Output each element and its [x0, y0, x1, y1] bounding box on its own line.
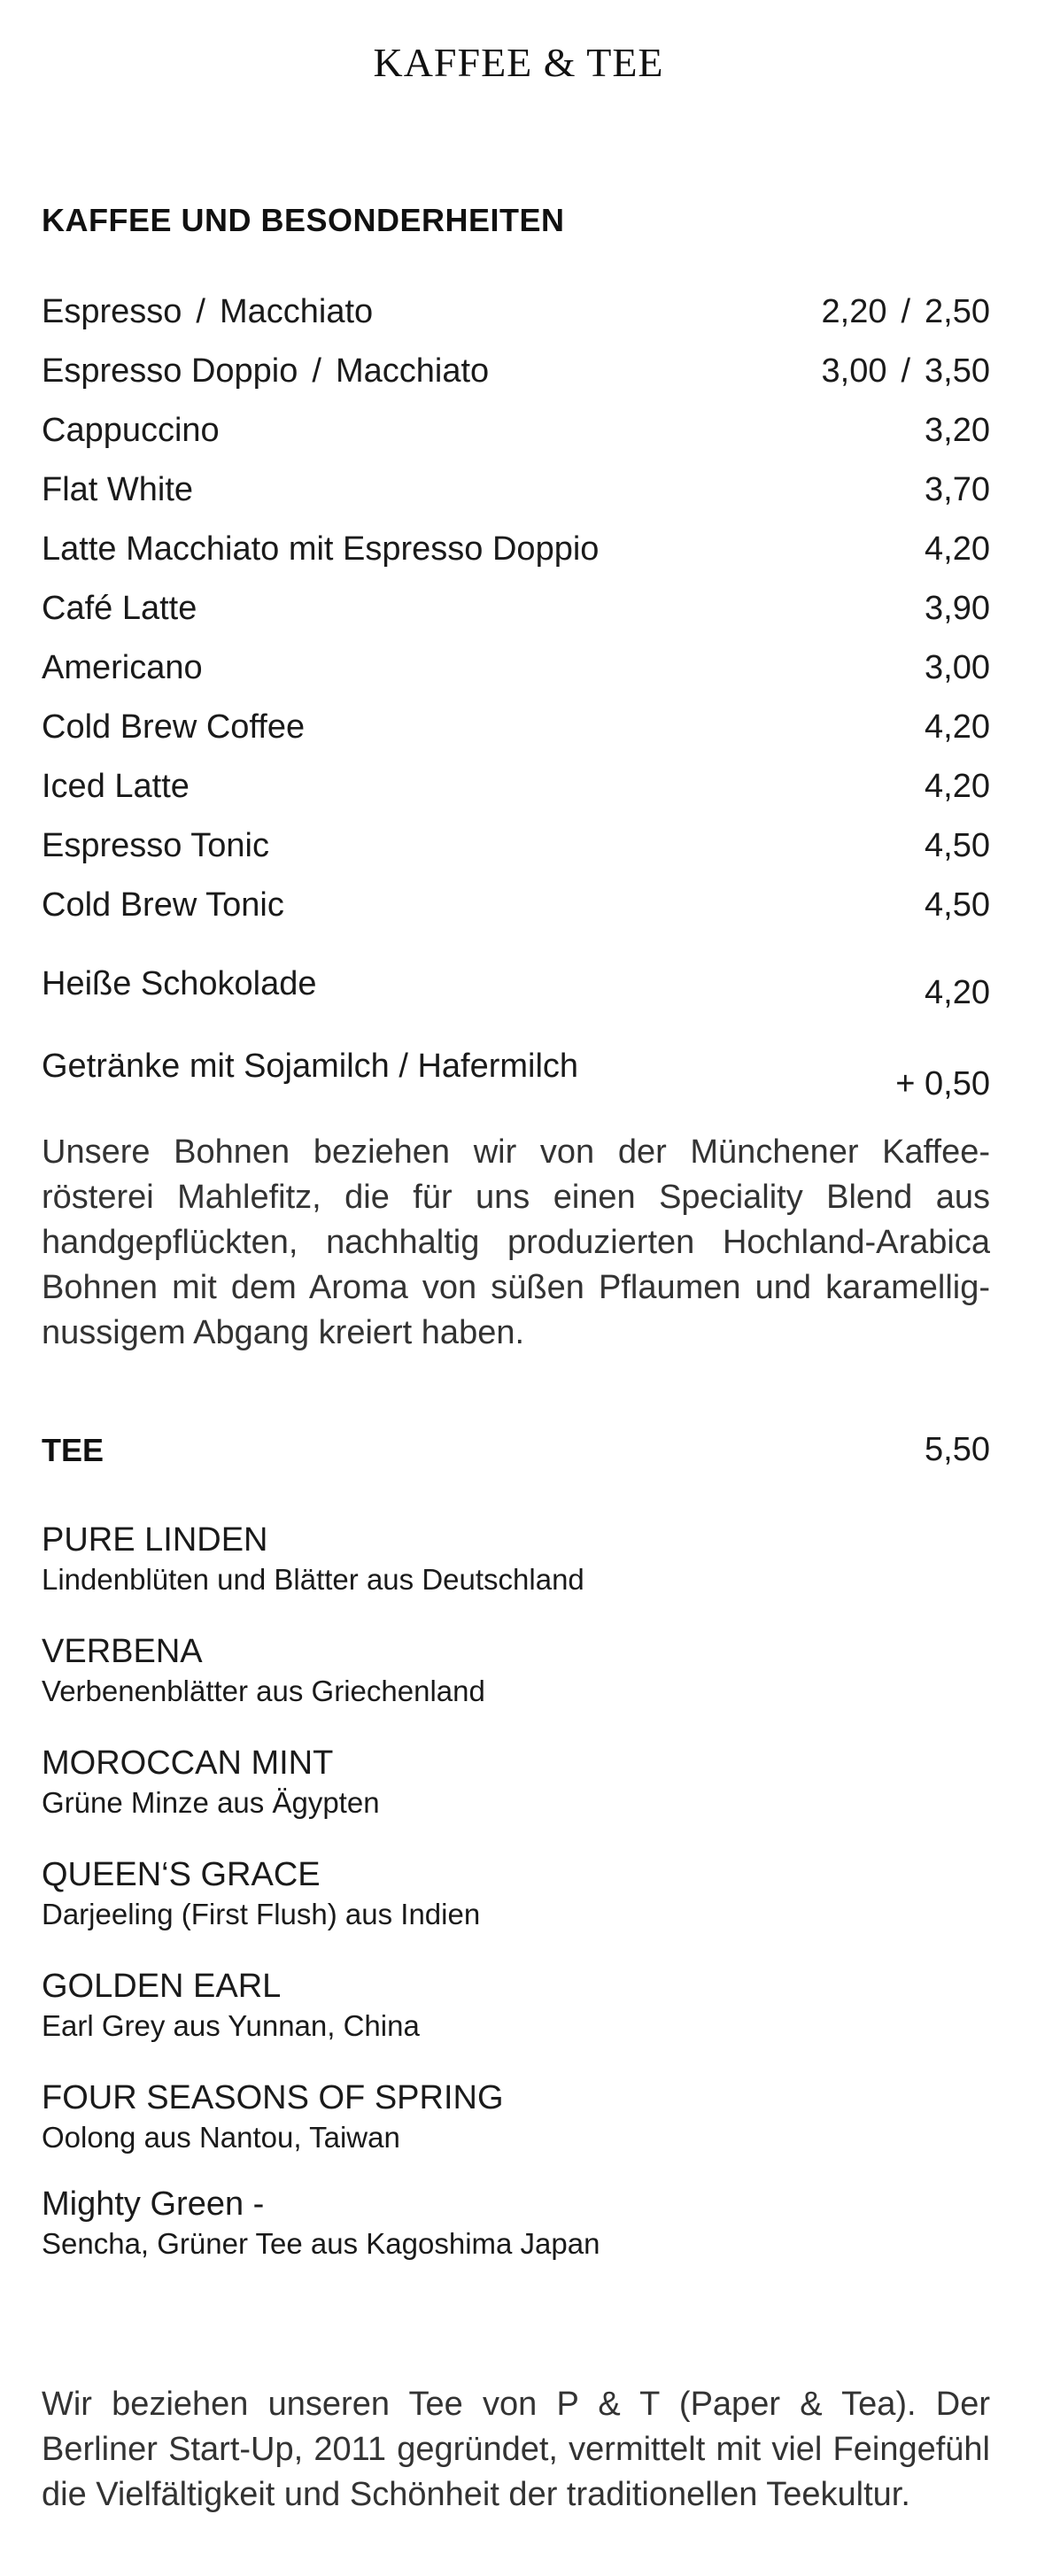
item-name: Latte Macchiato mit Espresso Doppio [42, 530, 600, 568]
item-name: Espresso Tonic [42, 826, 269, 864]
tea-description: Lindenblüten und Blätter aus Deutschland [42, 1563, 584, 1596]
menu-row-cold-brew-tonic [42, 883, 990, 927]
item-name: Cappuccino [42, 411, 220, 449]
tea-item-golden-earl [42, 1966, 990, 2046]
menu-row-iced-latte [42, 764, 990, 808]
tea-section-heading: TEE [42, 1431, 104, 1468]
tea-item-pure-linden [42, 1520, 990, 1599]
item-price: 4,20 [925, 530, 990, 568]
tea-description: Darjeeling (First Flush) aus Indien [42, 1898, 481, 1930]
coffee-section-heading: KAFFEE UND BESONDERHEITEN [42, 202, 565, 238]
item-name: Cold Brew Tonic [42, 886, 284, 924]
item-price: 3,90 [925, 589, 990, 627]
tea-item-moroccan-mint [42, 1743, 990, 1822]
item-price: + 0,50 [895, 1065, 990, 1102]
tea-section-header [42, 1431, 990, 1469]
menu-row-espresso-doppio [42, 349, 990, 393]
coffee-description: Unsere Bohnen beziehen wir von der Münchener Kaffee-rösterei Mahlefitz, die für uns einen Speciality Blend aus handgepflückten, nachhaltig produzierten Hochland-Arabica Bohnen mit dem Aroma von süßen Pflaumen und karamellig-nussigem Abgang kreiert haben. [42, 1133, 990, 1351]
item-price: 3,20 [925, 411, 990, 449]
tea-name: VERBENA [42, 1633, 203, 1670]
tea-item-mighty-green [42, 2184, 990, 2263]
menu-row-flat-white [42, 468, 990, 512]
tea-description: Verbenenblätter aus Griechenland [42, 1675, 485, 1707]
tea-item-verbena [42, 1631, 990, 1711]
tea-description-paragraph: Wir beziehen unseren Tee von P & T (Paper & Tea). Der Berliner Start-Up, 2011 gegründet, vermittelt mit viel Feingefühl die Vielfältigkeit und Schönheit der traditionellen Teekultur. [42, 2386, 990, 2513]
tea-name: QUEEN‘S GRACE [42, 1856, 321, 1893]
item-name: Iced Latte [42, 767, 190, 805]
item-name: Café Latte [42, 589, 197, 627]
item-price: 3,00 / 3,50 [821, 352, 990, 390]
menu-row-cafe-latte [42, 586, 990, 630]
menu-row-plant-milk [42, 1048, 990, 1118]
tea-name: PURE LINDEN [42, 1521, 268, 1559]
menu-row-espresso-tonic [42, 824, 990, 868]
item-name: Flat White [42, 470, 194, 508]
item-price: 3,70 [925, 470, 990, 508]
item-price: 4,50 [925, 826, 990, 864]
tea-description: Sencha, Grüner Tee aus Kagoshima Japan [42, 2227, 600, 2260]
tea-name: FOUR SEASONS OF SPRING [42, 2079, 504, 2116]
item-name: Espresso / Macchiato [42, 292, 374, 330]
item-name: Heiße Schokolade [42, 965, 317, 1002]
menu-row-americano [42, 646, 990, 690]
menu-row-espresso [42, 290, 990, 334]
item-name: Espresso Doppio / Macchiato [42, 352, 490, 390]
tea-item-four-seasons [42, 2077, 990, 2157]
menu-row-cold-brew-coffee [42, 705, 990, 749]
item-name: Cold Brew Coffee [42, 708, 306, 746]
tea-description: Earl Grey aus Yunnan, China [42, 2009, 420, 2042]
tea-item-queens-grace [42, 1854, 990, 1934]
tea-description: Oolong aus Nantou, Taiwan [42, 2121, 400, 2154]
item-price: 4,20 [925, 767, 990, 805]
menu-row-hot-chocolate [42, 965, 990, 1027]
tea-name: MOROCCAN MINT [42, 1744, 334, 1782]
tea-description: Grüne Minze aus Ägypten [42, 1786, 380, 1819]
tea-price: 5,50 [925, 1431, 990, 1468]
item-price: 3,00 [925, 648, 990, 686]
tea-name: GOLDEN EARL [42, 1968, 282, 2005]
tea-name: Mighty Green - [42, 2185, 265, 2223]
menu-row-latte-macchiato [42, 527, 990, 571]
item-name: Americano [42, 648, 203, 686]
page-title: KAFFEE & TEE [373, 40, 664, 85]
item-price: 2,20 / 2,50 [821, 292, 990, 330]
item-price: 4,20 [925, 708, 990, 746]
item-price: 4,50 [925, 886, 990, 924]
item-name: Getränke mit Sojamilch / Hafermilch [42, 1048, 579, 1085]
item-price: 4,20 [925, 974, 990, 1011]
menu-row-cappuccino [42, 408, 990, 453]
